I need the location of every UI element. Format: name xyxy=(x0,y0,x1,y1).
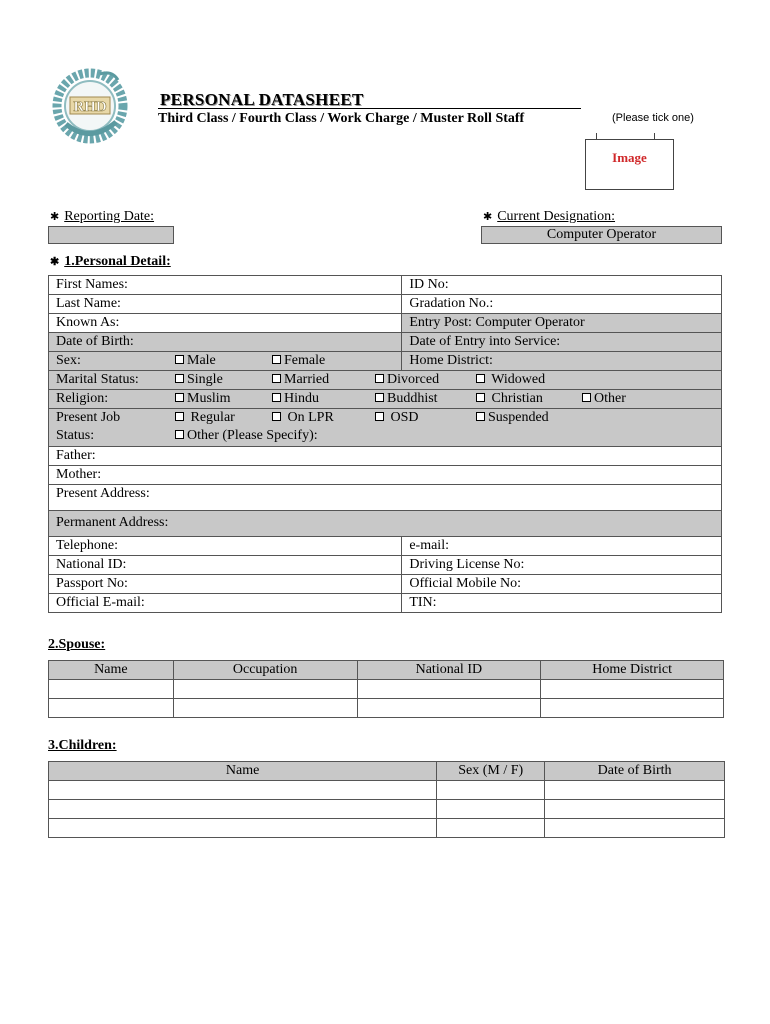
sex-option-male[interactable]: Male xyxy=(175,352,216,370)
present-address-cell[interactable]: Present Address: xyxy=(49,485,722,511)
checkbox[interactable] xyxy=(375,393,384,402)
checkbox[interactable] xyxy=(175,412,184,421)
permanent-address-cell[interactable]: Permanent Address: xyxy=(49,511,722,537)
table-cell[interactable] xyxy=(437,819,545,838)
personal-detail-table xyxy=(48,275,722,613)
religion-cell xyxy=(49,390,722,409)
table-cell[interactable] xyxy=(49,819,437,838)
entry-post-cell[interactable]: Entry Post: Computer Operator xyxy=(402,314,722,333)
table-cell[interactable] xyxy=(437,781,545,800)
gradation-no-cell[interactable]: Gradation No.: xyxy=(402,295,722,314)
driving-license-cell[interactable]: Driving License No: xyxy=(402,556,722,575)
asterisk-icon: ✱ xyxy=(50,256,60,268)
rhd-logo xyxy=(52,66,128,144)
table-row xyxy=(49,680,724,699)
reporting-date-label: ✱ Reporting Date: xyxy=(50,209,155,224)
table-cell[interactable] xyxy=(545,800,725,819)
table-cell[interactable] xyxy=(437,800,545,819)
checkbox[interactable] xyxy=(272,393,281,402)
tin-cell[interactable]: TIN: xyxy=(402,594,722,613)
table-cell[interactable] xyxy=(545,819,725,838)
logo-text: RHD xyxy=(73,99,107,115)
checkbox[interactable] xyxy=(476,412,485,421)
sex-cell xyxy=(49,352,402,371)
children-col-sex: Sex (M / F) xyxy=(437,762,545,781)
table-cell[interactable] xyxy=(173,699,357,718)
checkbox[interactable] xyxy=(175,355,184,364)
current-designation-field[interactable]: Computer Operator xyxy=(481,226,722,244)
religion-option-muslim[interactable]: Muslim xyxy=(175,390,231,408)
national-id-cell[interactable]: National ID: xyxy=(49,556,402,575)
table-row xyxy=(49,699,724,718)
known-as-cell[interactable]: Known As: xyxy=(49,314,402,333)
checkbox[interactable] xyxy=(375,374,384,383)
spouse-table xyxy=(48,660,724,718)
reporting-date-field[interactable] xyxy=(48,226,174,244)
spouse-col-occupation: Occupation xyxy=(173,661,357,680)
table-cell[interactable] xyxy=(173,680,357,699)
email-cell[interactable]: e-mail: xyxy=(402,537,722,556)
page-subtitle: Third Class / Fourth Class / Work Charge / Muster Roll Staff xyxy=(158,111,525,126)
photo-box[interactable] xyxy=(585,139,674,190)
table-cell[interactable] xyxy=(49,699,174,718)
table-cell[interactable] xyxy=(49,781,437,800)
marital-status-label: Marital Status: xyxy=(56,372,139,387)
checkbox[interactable] xyxy=(175,430,184,439)
children-heading: 3.Children: xyxy=(48,738,117,753)
religion-label: Religion: xyxy=(56,391,109,406)
job-option-other[interactable]: Other (Please Specify): xyxy=(175,427,318,445)
first-names-cell[interactable]: First Names: xyxy=(49,276,402,295)
table-cell[interactable] xyxy=(49,680,174,699)
job-status-cell xyxy=(49,409,722,447)
children-table xyxy=(48,761,725,838)
checkbox[interactable] xyxy=(272,374,281,383)
current-designation-label: ✱ Current Designation: xyxy=(483,209,616,224)
table-cell[interactable] xyxy=(541,699,724,718)
religion-option-other[interactable]: Other xyxy=(582,390,626,408)
asterisk-icon: ✱ xyxy=(50,211,60,223)
dob-cell[interactable]: Date of Birth: xyxy=(49,333,402,352)
father-cell[interactable]: Father: xyxy=(49,447,722,466)
table-cell[interactable] xyxy=(357,680,541,699)
telephone-cell[interactable]: Telephone: xyxy=(49,537,402,556)
last-name-cell[interactable]: Last Name: xyxy=(49,295,402,314)
spouse-heading: 2.Spouse: xyxy=(48,637,106,652)
table-row xyxy=(49,819,725,838)
checkbox[interactable] xyxy=(476,393,485,402)
sex-label: Sex: xyxy=(56,353,81,368)
job-option-suspended[interactable]: Suspended xyxy=(476,409,549,427)
children-col-dob: Date of Birth xyxy=(545,762,725,781)
table-cell[interactable] xyxy=(49,800,437,819)
checkbox[interactable] xyxy=(272,355,281,364)
marital-option-divorced[interactable]: Divorced xyxy=(375,371,439,389)
children-col-name: Name xyxy=(49,762,437,781)
checkbox[interactable] xyxy=(175,393,184,402)
table-cell[interactable] xyxy=(357,699,541,718)
table-cell[interactable] xyxy=(541,680,724,699)
home-district-cell[interactable]: Home District: xyxy=(402,352,722,371)
tick-note: (Please tick one) xyxy=(612,112,694,124)
job-status-label-line1: Present Job xyxy=(56,410,121,425)
id-no-cell[interactable]: ID No: xyxy=(402,276,722,295)
marital-option-widowed[interactable]: Widowed xyxy=(476,371,545,389)
page-title: PERSONAL DATASHEET xyxy=(160,90,364,109)
photo-box-label: Image xyxy=(612,150,647,165)
job-option-on-lpr[interactable]: On LPR xyxy=(272,409,334,427)
spouse-col-home-district: Home District xyxy=(541,661,724,680)
mother-cell[interactable]: Mother: xyxy=(49,466,722,485)
checkbox[interactable] xyxy=(582,393,591,402)
marital-option-single[interactable]: Single xyxy=(175,371,223,389)
spouse-col-national-id: National ID xyxy=(357,661,541,680)
passport-cell[interactable]: Passport No: xyxy=(49,575,402,594)
table-cell[interactable] xyxy=(545,781,725,800)
checkbox[interactable] xyxy=(175,374,184,383)
job-option-regular[interactable]: Regular xyxy=(175,409,235,427)
personal-detail-heading: ✱ 1.Personal Detail: xyxy=(50,254,171,269)
checkbox[interactable] xyxy=(272,412,281,421)
checkbox[interactable] xyxy=(375,412,384,421)
checkbox[interactable] xyxy=(476,374,485,383)
sex-option-female[interactable]: Female xyxy=(272,352,325,370)
spouse-col-name: Name xyxy=(49,661,174,680)
religion-option-buddhist[interactable]: Buddhist xyxy=(375,390,438,408)
religion-option-christian[interactable]: Christian xyxy=(476,390,543,408)
official-mobile-cell[interactable]: Official Mobile No: xyxy=(402,575,722,594)
table-row xyxy=(49,781,725,800)
marital-status-cell xyxy=(49,371,722,390)
logo-emblem-icon xyxy=(52,66,128,144)
marital-option-married[interactable]: Married xyxy=(272,371,329,389)
entry-date-cell[interactable]: Date of Entry into Service: xyxy=(402,333,722,352)
job-status-label-line2: Status: xyxy=(56,428,95,443)
job-option-osd[interactable]: OSD xyxy=(375,409,419,427)
official-email-cell[interactable]: Official E-mail: xyxy=(49,594,402,613)
religion-option-hindu[interactable]: Hindu xyxy=(272,390,319,408)
asterisk-icon: ✱ xyxy=(483,211,493,223)
table-row xyxy=(49,800,725,819)
title-underline xyxy=(158,108,581,109)
